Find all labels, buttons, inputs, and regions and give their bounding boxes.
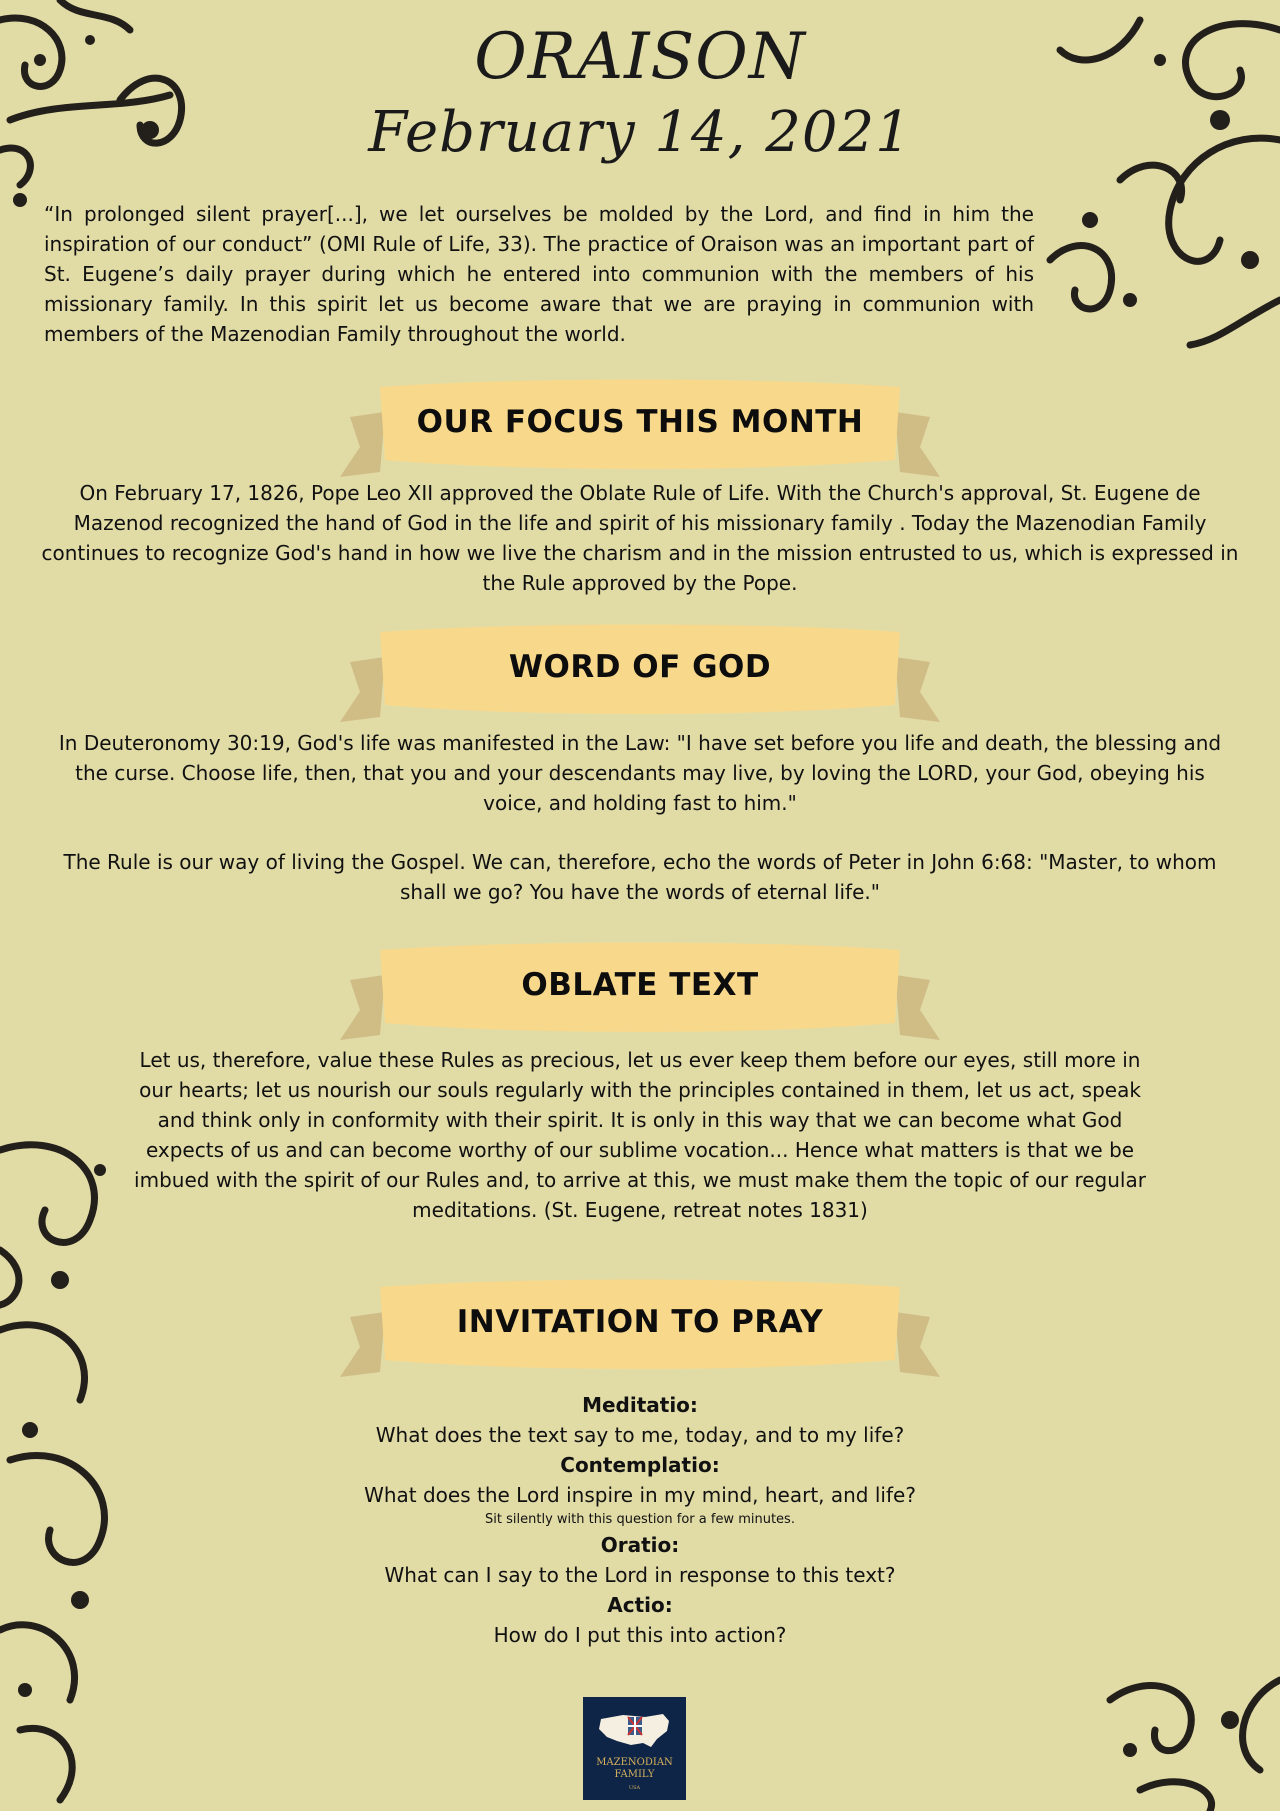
logo-line-1: MAZENODIAN (596, 1757, 673, 1768)
oratio-label: Oratio: (600, 1533, 680, 1557)
section-heading-oblate: OBLATE TEXT (521, 967, 759, 1003)
mazenodian-family-logo (583, 1697, 686, 1800)
actio-question: How do I put this into action? (493, 1623, 787, 1647)
word-paragraph-2: The Rule is our way of living the Gospel. We can, therefore, echo the words of Peter in John 6:68: "Master, to whom shall we go? You have the words of eternal life." (63, 850, 1217, 904)
ornament-bottom-right (1100, 1660, 1280, 1811)
usa-map-icon (583, 1697, 686, 1757)
banner-invitation (340, 1272, 940, 1382)
page-date: February 14, 2021 (368, 100, 912, 165)
logo-line-3: USA (628, 1785, 641, 1791)
contemplatio-question: What does the Lord inspire in my mind, heart, and life? (364, 1483, 916, 1507)
banner-oblate (340, 935, 940, 1045)
oratio-question: What can I say to the Lord in response to this text? (384, 1563, 896, 1587)
section-heading-focus: OUR FOCUS THIS MONTH (416, 404, 864, 440)
banner-word (340, 617, 940, 727)
page-title: ORAISON (474, 20, 806, 94)
intro-paragraph: “In prolonged silent prayer[...], we let ourselves be molded by the Lord, and find in him the inspiration of our conduct” (OMI Rule of Life, 33). The practice of Oraison was an important part of St. Eugene’s daily prayer during which he entered into communion with the members of his missionary family. In this spirit let us become aware that we are praying in communion with members of the Mazenodian Family throughout the world. (44, 202, 1034, 346)
focus-paragraph: On February 17, 1826, Pope Leo XII approved the Oblate Rule of Life. With the Church's approval, St. Eugene de Mazenod recognized the hand of God in the life and spirit of his missionary family . Today the Mazenodian Family continues to recognize God's hand in how we live the charism and in the mission entrusted to us, which is expressed in the Rule approved by the Pope. (41, 481, 1239, 595)
word-paragraph-1: In Deuteronomy 30:19, God's life was manifested in the Law: "I have set before you life and death, the blessing and the curse. Choose life, then, that you and your descendants may live, by loving the LORD, your God, obeying his voice, and holding fast to him." (58, 731, 1222, 815)
oblate-paragraph: Let us, therefore, value these Rules as precious, let us ever keep them before our eyes, still more in our hearts; let us nourish our souls regularly with the principles contained in them, let us act, speak and think only in conformity with their spirit. It is only in this way that we can become what God expects of us and can become worthy of our sublime vocation... Hence what matters is that we be imbued with the spirit of our Rules and, to arrive at this, we must make them the topic of our regular meditations. (St. Eugene, retreat notes 1831) (134, 1048, 1146, 1222)
invitation-list (240, 1390, 1040, 1650)
meditatio-label: Meditatio: (582, 1393, 698, 1417)
actio-label: Actio: (607, 1593, 673, 1617)
section-heading-invitation: INVITATION TO PRAY (456, 1304, 824, 1340)
banner-focus (340, 372, 940, 482)
meditatio-question: What does the text say to me, today, and to my life? (375, 1423, 905, 1447)
logo-line-2: FAMILY (614, 1769, 655, 1780)
ornament-lower-left (0, 1130, 140, 1810)
section-heading-word: WORD OF GOD (508, 649, 772, 685)
contemplatio-note: Sit silently with this question for a few minutes. (485, 1512, 795, 1527)
contemplatio-label: Contemplatio: (560, 1453, 720, 1477)
